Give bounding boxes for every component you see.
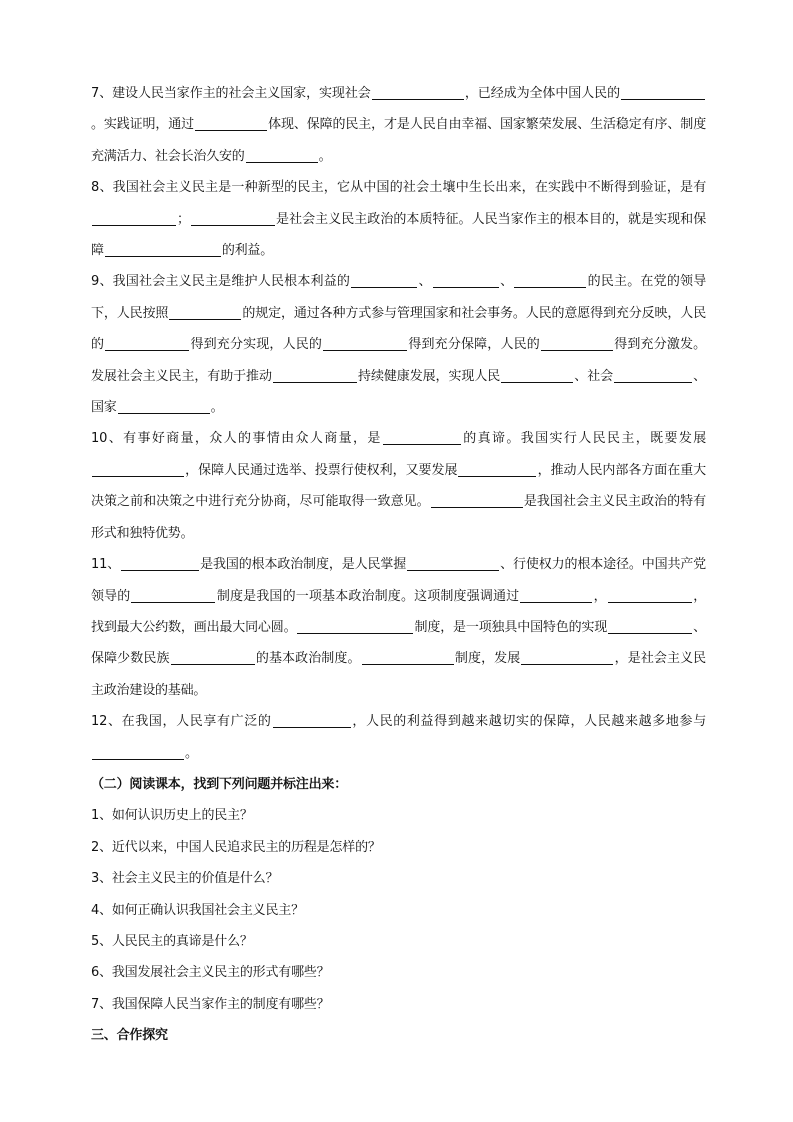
text: 体现、保障的民主，才是人民自由幸福、国家繁荣发展、生活稳定有序、制度充满活力、社会长治久安的 [91, 117, 706, 164]
fill-blank[interactable] [92, 745, 184, 760]
section-3-heading: 三、合作探究 [91, 1028, 168, 1044]
question-item: 2、近代以来，中国人民追求民主的历程是怎样的？ [91, 839, 381, 855]
fill-blank[interactable] [297, 619, 413, 634]
text: ，是社会主义民主政治建设的基础。 [91, 651, 706, 698]
text: 、行使权力的根本途径。中国共产党领导的 [91, 557, 706, 604]
fill-blank[interactable] [105, 336, 189, 351]
text: 的真谛。我国实行人民民主，既要发展 [461, 431, 707, 447]
text: 是社会主义民主政治的本质特征。人民当家作主的根本目的，就是实现和保障 [91, 211, 706, 259]
question-item: 4、如何正确认识我国社会主义民主？ [91, 902, 304, 918]
text: 10、有事好商量，众人的事情由众人商量，是 [91, 431, 382, 447]
fill-blank[interactable] [273, 368, 357, 383]
fill-blank[interactable] [92, 211, 176, 226]
paragraph-12 [91, 706, 706, 769]
fill-blank[interactable] [169, 305, 241, 320]
fill-blank[interactable] [621, 85, 705, 100]
paragraph-7 [91, 78, 706, 172]
question-item: 6、我国发展社会主义民主的形式有哪些？ [91, 965, 330, 981]
fill-blank[interactable] [273, 713, 351, 728]
fill-blank[interactable] [246, 148, 318, 163]
fill-blank[interactable] [614, 368, 692, 383]
fill-blank[interactable] [433, 273, 499, 288]
text: 。实践证明，通过 [91, 117, 195, 133]
fill-blank[interactable] [118, 399, 210, 414]
fill-blank[interactable] [458, 462, 536, 477]
paragraph-11 [91, 549, 706, 706]
fill-blank[interactable] [131, 588, 215, 603]
text: ，已经成为全体中国人民的 [464, 86, 620, 101]
fill-blank[interactable] [351, 273, 417, 288]
fill-blank[interactable] [362, 650, 454, 665]
fill-blank[interactable] [383, 430, 461, 445]
text: 12、在我国，人民享有广泛的 [91, 714, 272, 730]
question-item: 3、社会主义民主的价值是什么？ [91, 871, 279, 887]
paragraph-8 [91, 172, 706, 266]
text: ，找到最大公约数，画出最大同心圆。 [91, 588, 706, 635]
fill-blank[interactable] [501, 368, 573, 383]
fill-blank[interactable] [323, 336, 407, 351]
question-item: 5、人民民主的真谛是什么？ [91, 933, 253, 949]
text: 的民主。在党的领导下，人民按照 [91, 274, 706, 321]
text: ； [177, 211, 190, 227]
text: 8、我国社会主义民主是一种新型的民主，它从中国的社会土壤中生长出来，在实践中不断得到验证，是有 [91, 180, 706, 196]
text: 、 [418, 274, 432, 290]
text: 、 [499, 274, 514, 290]
fill-blank[interactable] [121, 556, 199, 571]
fill-blank[interactable] [431, 493, 523, 508]
fill-blank[interactable] [520, 588, 592, 603]
text: 的基本政治制度。 [255, 651, 361, 667]
text: 制度，发展 [454, 651, 521, 667]
text: 。 [185, 745, 198, 761]
text: 7、建设人民当家作主的社会主义国家，实现社会 [91, 86, 371, 101]
fill-blank[interactable] [92, 462, 184, 477]
text: 、社会 [574, 368, 614, 384]
text: 。 [318, 148, 332, 164]
text: 是我国的根本政治制度，是人民掌握 [200, 557, 407, 573]
paragraph-10 [91, 423, 706, 549]
fill-blank[interactable] [608, 619, 692, 634]
paragraph-9 [91, 266, 706, 423]
text: ， [593, 588, 607, 604]
fill-blank[interactable] [608, 588, 692, 603]
text: 、保障少数民族 [91, 619, 706, 667]
text: 是我国社会主义民主政治的特有形式和独特优势。 [91, 494, 706, 541]
worksheet-page [91, 78, 706, 1052]
text: 。 [210, 400, 224, 416]
fill-blank[interactable] [521, 650, 613, 665]
text: 、国家 [91, 368, 706, 416]
text: 制度，是一项独具中国特色的实现 [414, 619, 608, 635]
text: ，人民的利益得到越来越切实的保障，人民越来越多地参与 [351, 714, 706, 730]
text: 得到充分保障，人民的 [408, 337, 540, 353]
fill-blank[interactable] [195, 116, 267, 131]
text: 持续健康发展，实现人民 [357, 368, 501, 384]
text: ，推动人民内部各方面在重大决策之前和决策之中进行充分协商，尽可能取得一致意见。 [91, 462, 706, 510]
fill-blank[interactable] [372, 85, 464, 100]
text: ，保障人民通过选举、投票行使权利，又要发展 [185, 462, 458, 478]
fill-blank[interactable] [191, 211, 275, 226]
text: 制度是我国的一项基本政治制度。这项制度强调通过 [216, 588, 520, 604]
fill-blank[interactable] [105, 242, 221, 257]
text: 的利益。 [221, 243, 274, 259]
question-item: 7、我国保障人民当家作主的制度有哪些？ [91, 996, 330, 1012]
section-2-heading: （二）阅读课本，找到下列问题并标注出来： [91, 776, 348, 792]
text: 9、我国社会主义民主是维护人民根本利益的 [91, 274, 351, 290]
text: 11、 [91, 557, 121, 573]
text: 得到充分实现，人民的 [190, 337, 323, 353]
text: 得到充分激发。发展社会主义民主，有助于推动 [91, 337, 706, 384]
fill-blank[interactable] [541, 336, 613, 351]
fill-blank[interactable] [407, 556, 499, 571]
fill-blank[interactable] [171, 650, 255, 665]
question-item: 1、如何认识历史上的民主？ [91, 808, 253, 824]
text: 的规定，通过各种方式参与管理国家和社会事务。人民的意愿得到充分反映，人民的 [91, 305, 706, 353]
fill-blank[interactable] [514, 273, 586, 288]
